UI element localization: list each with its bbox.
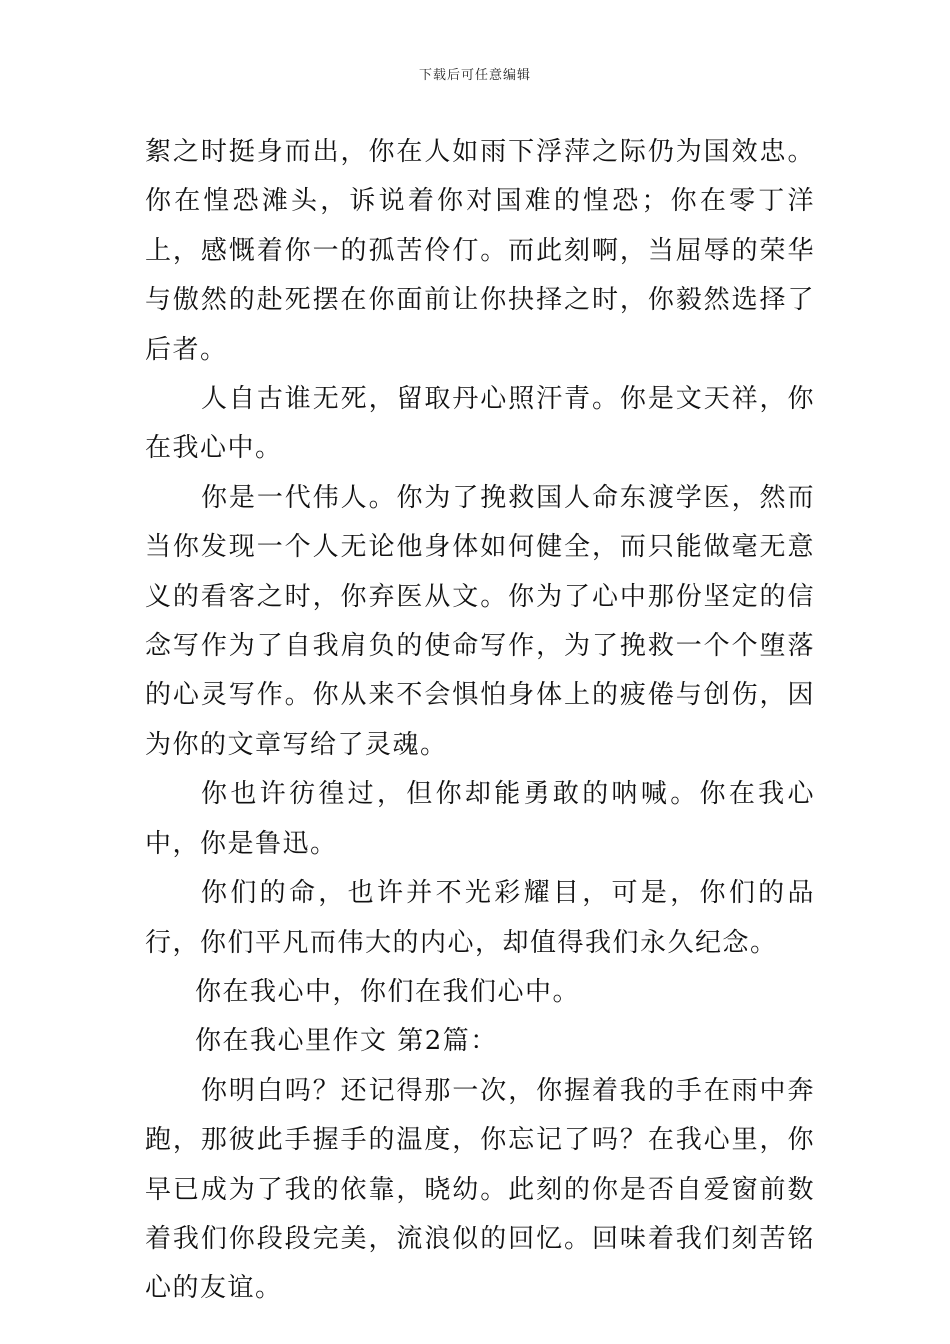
paragraph-lu-xun: 你也许彷徨过，但你却能勇敢的呐喊。你在我心中，你是鲁迅。 — [145, 779, 815, 859]
paragraph-continuation: 絮之时挺身而出，你在人如雨下浮萍之际仍为国效忠。你在惶恐滩头，诉说着你对国难的惶恐；你在零丁洋上，感慨着你一的孤苦伶仃。而此刻啊，当屈辱的荣华与傲然的赴死摆在你面前让你抉择之时，你毅然选择了后者。 — [145, 137, 815, 365]
page-header: 下载后可任意编辑 — [418, 68, 531, 83]
document-body — [145, 128, 815, 1314]
paragraph-wen-tianxiang: 人自古谁无死，留取丹心照汗青。你是文天祥，你在我心中。 — [145, 384, 815, 464]
section-heading: 你在我心里作文 第2篇： — [195, 1026, 498, 1057]
paragraph-conclusion: 你在我心中，你们在我们心中。 — [195, 976, 581, 1007]
paragraph-friendship: 你明白吗？还记得那一次，你握着我的手在雨中奔跑，那彼此手握手的温度，你忘记了吗？在我心里，你早已成为了我的依靠，晓幼。此刻的你是否自爱窗前数着我们你段段完美，流浪似的回忆。回味着我们刻苦铭心的友谊。 — [145, 1075, 815, 1304]
paragraph-great-man: 你是一代伟人。你为了挽救国人命东渡学医，然而当你发现一个人无论他身体如何健全，而只能做毫无意义的看客之时，你弃医从文。你为了心中那份坚定的信念写作为了自我肩负的使命写作，为了挽救一个个堕落的心灵写作。你从来不会惧怕身体上的疲倦与创伤，因为你的文章写给了灵魂。 — [145, 482, 815, 760]
paragraph-commemorate: 你们的命，也许并不光彩耀目，可是，你们的品行，你们平凡而伟大的内心，却值得我们永久纪念。 — [145, 878, 815, 958]
